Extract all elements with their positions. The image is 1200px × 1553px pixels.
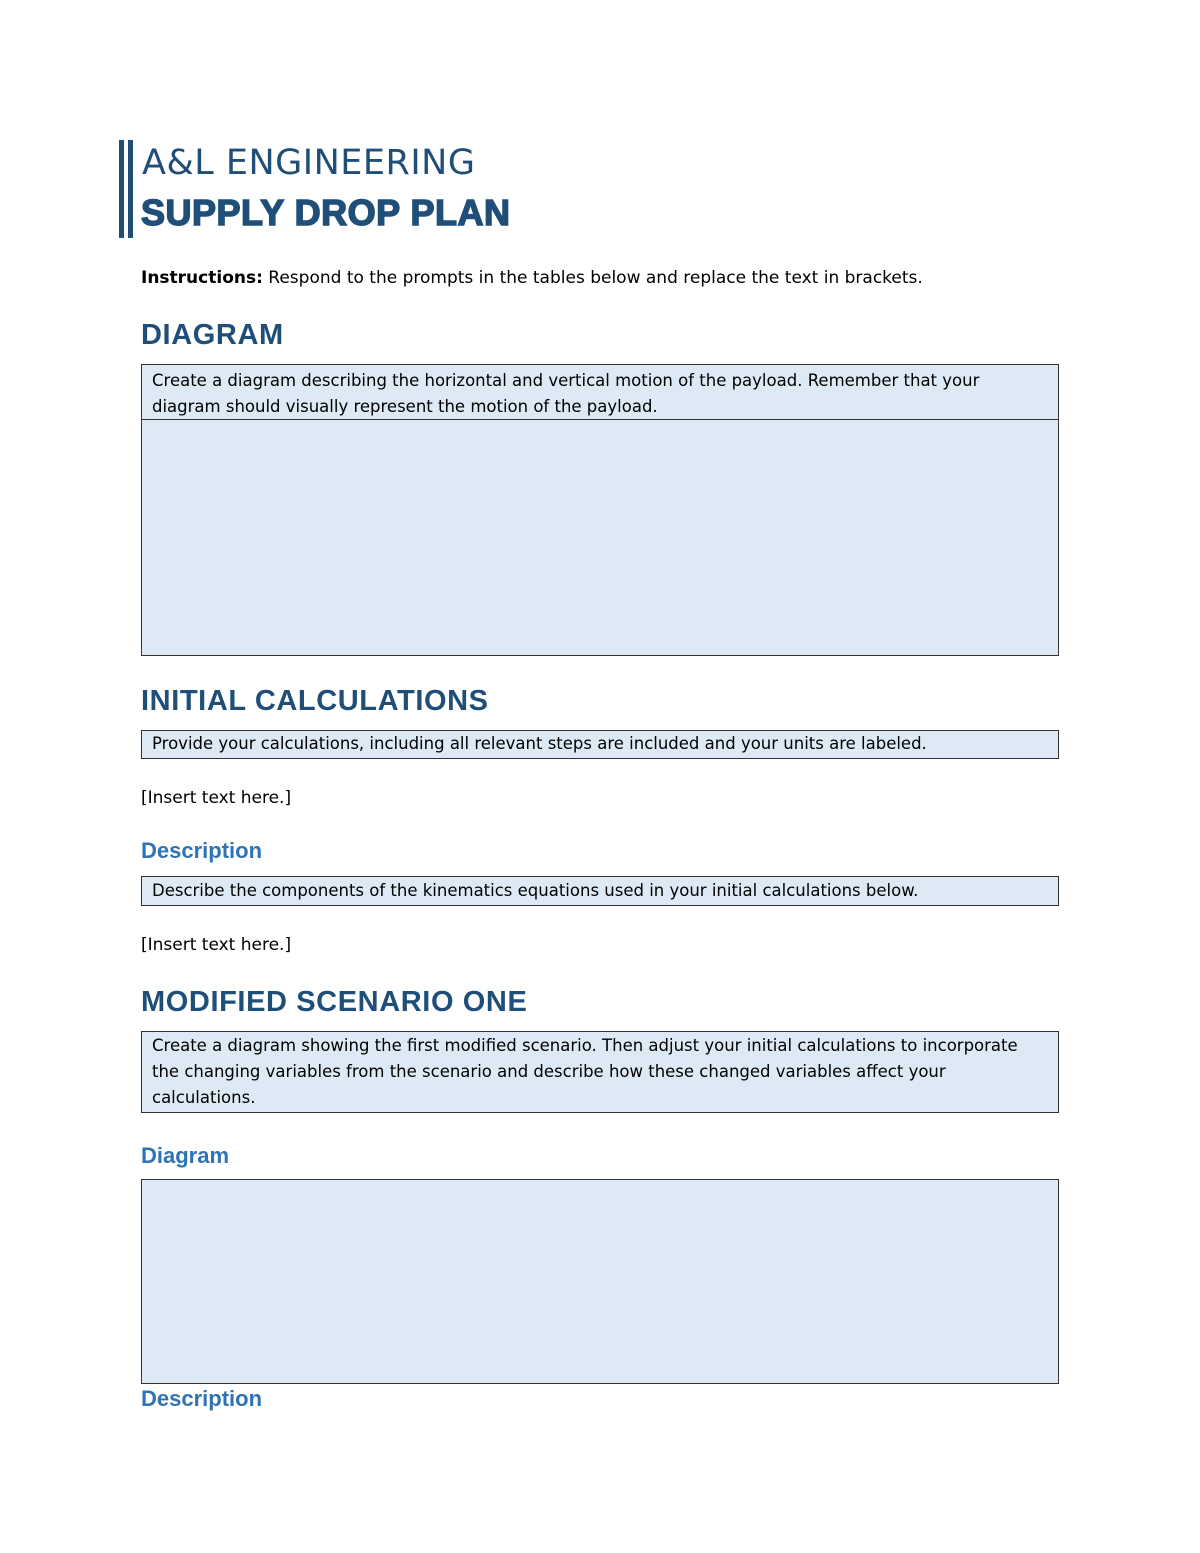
diagram-prompt: Create a diagram describing the horizontal and vertical motion of the payload. Remember that your diagram should visually represent the motion of the payload. [142, 365, 1058, 420]
diagram-response-area[interactable] [142, 420, 1058, 654]
header-accent-bars [119, 140, 135, 238]
initial-calculations-placeholder[interactable]: [Insert text here.] [141, 788, 292, 808]
modified-description-heading: Description [141, 1386, 263, 1411]
initial-description-table [141, 876, 1059, 906]
accent-bar [128, 140, 133, 238]
company-name: A&L ENGINEERING [142, 143, 476, 183]
modified-scenario-one-table [141, 1031, 1059, 1113]
initial-description-placeholder[interactable]: [Insert text here.] [141, 935, 292, 955]
diagram-table [141, 364, 1059, 656]
instructions-text: Respond to the prompts in the tables below and replace the text in brackets. [262, 268, 923, 288]
instructions-label: Instructions: [141, 268, 263, 288]
modified-diagram-heading: Diagram [141, 1143, 230, 1168]
initial-calculations-prompt: Provide your calculations, including all relevant steps are included and your units are labeled. [152, 734, 927, 753]
diagram-heading: DIAGRAM [141, 319, 284, 351]
modified-scenario-one-prompt: Create a diagram showing the first modified scenario. Then adjust your initial calculations to incorporate the changing variables from the scenario and describe how these changed variables affect your calculations. [152, 1036, 1018, 1107]
initial-calculations-heading: INITIAL CALCULATIONS [141, 685, 489, 717]
initial-description-heading: Description [141, 838, 263, 863]
modified-scenario-one-heading: MODIFIED SCENARIO ONE [141, 986, 528, 1018]
document-title: SUPPLY DROP PLAN [141, 192, 511, 233]
instructions [141, 266, 923, 290]
initial-calculations-table [141, 730, 1059, 759]
accent-bar [119, 140, 124, 238]
modified-diagram-response-area[interactable] [141, 1179, 1059, 1384]
initial-description-prompt: Describe the components of the kinematics equations used in your initial calculations below. [152, 881, 919, 900]
